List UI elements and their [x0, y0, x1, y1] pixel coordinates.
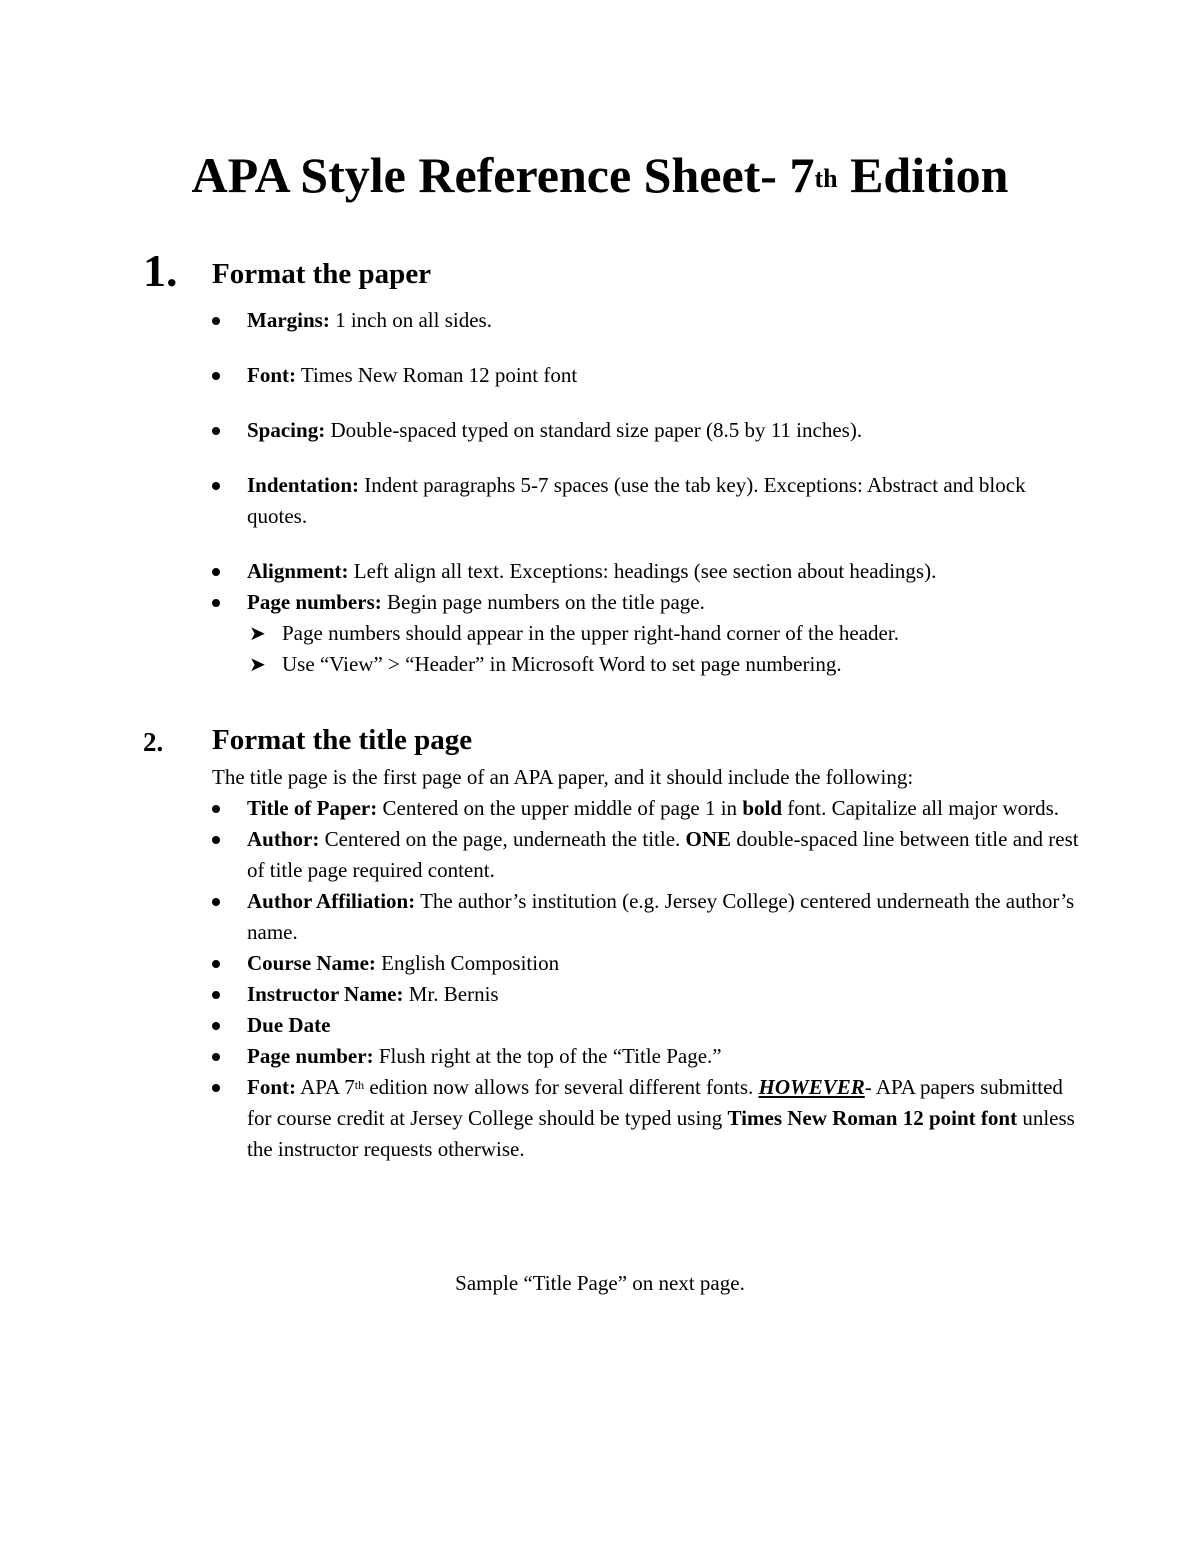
footer-note: Sample “Title Page” on next page.: [455, 1271, 745, 1295]
bullet-icon: [212, 568, 220, 576]
list-item: Margins: 1 inch on all sides.: [212, 305, 1082, 336]
list-item: Author Affiliation: The author’s institution (e.g. Jersey College) centered underneath the author’s name.: [212, 886, 1082, 948]
arrow-bullet-icon: ➤: [249, 652, 266, 676]
bullet-icon: [212, 372, 220, 380]
list-item: Page number: Flush right at the top of the “Title Page.”: [212, 1041, 1082, 1072]
bullet-icon: [212, 599, 220, 607]
list-item: Instructor Name: Mr. Bernis: [212, 979, 1082, 1010]
sub-list-item: ➤ Use “View” > “Header” in Microsoft Word to set page numbering.: [247, 649, 1082, 680]
bullet-icon: [212, 482, 220, 490]
bullet-icon: [212, 991, 220, 999]
section-1-heading: Format the paper: [212, 258, 432, 290]
section-1-number: 1.: [143, 245, 178, 296]
list-item: Alignment: Left align all text. Exceptions: headings (see section about headings).: [212, 556, 1082, 587]
bullet-icon: [212, 805, 220, 813]
list-item: Author: Centered on the page, underneath the title. ONE double-spaced line between title and rest of title page required content.: [212, 824, 1082, 886]
section-1-list: [212, 305, 1082, 680]
sub-list-item: ➤ Page numbers should appear in the upper right-hand corner of the header.: [247, 618, 1082, 649]
page-title: [0, 140, 1200, 210]
bullet-icon: [212, 1084, 220, 1092]
bullet-icon: [212, 1022, 220, 1030]
bullet-icon: [212, 898, 220, 906]
arrow-bullet-icon: ➤: [249, 621, 266, 645]
bullet-icon: [212, 427, 220, 435]
section-2-intro: The title page is the first page of an APA paper, and it should include the following:: [212, 765, 914, 789]
bullet-icon: [212, 960, 220, 968]
bullet-icon: [212, 317, 220, 325]
list-item: Due Date: [212, 1010, 1082, 1041]
list-item: Page numbers: Begin page numbers on the title page. ➤ Page numbers should appear in the upper right-hand corner of the header. ➤ Use “View” > “Header” in Microsoft Word to set page numbering.: [212, 587, 1082, 680]
list-item: Title of Paper: Centered on the upper middle of page 1 in bold font. Capitalize all major words.: [212, 793, 1082, 824]
sub-list: [247, 618, 1082, 680]
bullet-icon: [212, 1053, 220, 1061]
list-item: Font: APA 7th edition now allows for several different fonts. HOWEVER- APA papers submitted for course credit at Jersey College should be typed using Times New Roman 12 point font unless the instructor requests otherwise.: [212, 1072, 1082, 1165]
list-item: Indentation: Indent paragraphs 5-7 spaces (use the tab key). Exceptions: Abstract and block quotes.: [212, 470, 1082, 532]
title-superscript: th: [814, 164, 838, 193]
title-end: Edition: [837, 147, 1009, 203]
section-2-number: 2.: [143, 727, 164, 757]
list-item: Course Name: English Composition: [212, 948, 1082, 979]
list-item: Font: Times New Roman 12 point font: [212, 360, 1082, 391]
bullet-icon: [212, 836, 220, 844]
title-text: APA Style Reference Sheet- 7: [191, 147, 815, 203]
list-item: Spacing: Double-spaced typed on standard size paper (8.5 by 11 inches).: [212, 415, 1082, 446]
section-2-heading: Format the title page: [212, 724, 473, 756]
section-2-list: [212, 793, 1082, 1165]
